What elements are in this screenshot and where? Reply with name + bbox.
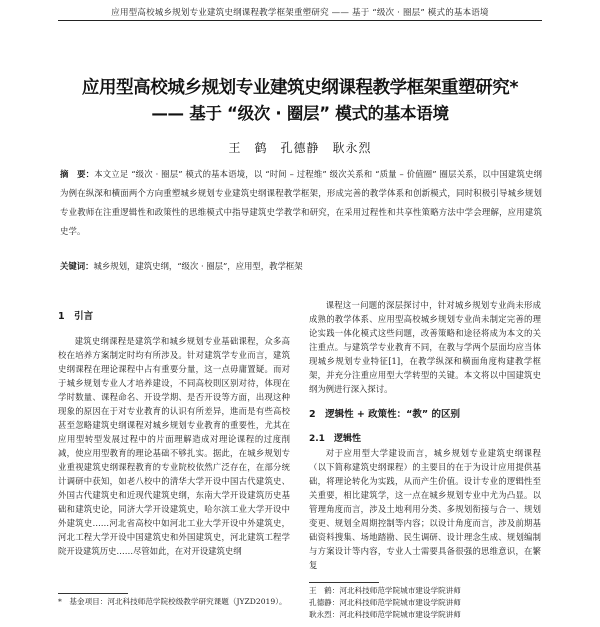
author-note: 耿永烈：河北科技师范学院城市建设学院讲师 [309,610,461,619]
abstract-label: 摘 要： [60,169,95,179]
abstract-text: 本文立足 “级次 · 圈层” 模式的基本语境，以 “时间 – 过程维” 级次关系和 “质量 – 价值圈” 圈层关系，以中国建筑史纲为例在纵深和横面两个方向重塑城乡规划专业建筑史纲课程教学框架，形成完善的教学体系和创新模式，同时积极引导城乡规划专业教师在注重逻辑性和政策性的思维模式中指导建筑史学教学和研究，在采用过程性和共享性策略方法中学会理解，应用建筑史学。 [60,169,542,236]
subsection-heading: 2.1 逻辑性 [309,434,361,444]
left-column [58,298,290,558]
abstract [60,165,542,241]
author-note: 王 鹤：河北科技师范学院城市建设学院讲师 [309,586,461,595]
running-header [0,0,600,24]
header-rule [58,20,542,21]
right-column [309,298,541,572]
running-header-text: 应用型高校城乡规划专业建筑史纲课程教学框架重塑研究 —— 基于 “级次 · 圈层” 模式的基本语境 [111,8,489,18]
section1-paragraph: 建筑史纲课程是建筑学和城乡规划专业基础课程，众多高校在培养方案制定时均有所涉及。针对建筑学专业而言，建筑史纲课程在理论课程中占有重要分量，这一点毋庸置疑。而对于城乡规划专业人才培养建设，不同高校則区别对待，体现在学时数量、课程命名、开设学期、是否开设等方面，出现这种现象的原因在于对专业教育的认识有所差异，進而是有些高校甚至忽略建筑史纲课程对城乡规划专业教育的重要性，尤其在应用型转型发展过程中的片面理解造成对理论课程的过度削减，使应用型教育的理论基础不够扎实。据此，在城乡规划专业重视建筑史纲课程教育的专业院校依然广泛存在，在部分统计调研中获知，如老八校中的清华大学开设中国古代建筑史、外国古代建筑史和近现代建筑史纲，东南大学开设建筑历史基础和建筑史论，同济大学开设建筑史，哈尔滨工业大学开设中外建筑史……河北省高校中如河北工业大学开设中外建筑史，河北工程大学开设中国建筑史和外国建筑史，河北建筑工程学院开设建筑历史……尽管如此，在对开设建筑史纲 [58,336,290,556]
author-notes [309,585,541,621]
footnote-rule [58,593,128,594]
article-title-line2: —— 基于 “级次 · 圈层” 模式的基本语境 [151,104,449,123]
footnote-funding: * 基金项目：河北科技师范学院校级教学研究课题（JYZD2019）。 [58,597,287,606]
author-note: 孔德静：河北科技师范学院城市建设学院讲师 [309,598,461,607]
keywords-label: 关键词： [60,261,94,271]
keywords [60,259,542,273]
section2-heading: 2 逻辑性 + 政策性：“教” 的区别 [309,409,460,420]
author-list: 王 鹤 孔德静 耿永烈 [228,141,372,155]
subsection-paragraph: 对于应用型大学建设而言，城乡规划专业建筑史纲课程（以下简称建筑史纲课程）的主要目的在于为设计应用提供基础，将理论转化为实践，从而产生价值。设计专业的逻辑性至关重要，相比建筑学，这一点在城乡规划专业中尤为凸显。以管理角度而言，涉及土地利用分类、多规划衔接与合一、规划变更、规划全周期控制等内容；以设计角度而言，涉及前期基础资料搜集、场地踏勘、民生调研、设计理念生成、规划编制与方案设计等内容，专业人士需要具备很强的思维意识，在繁复 [309,448,541,570]
keywords-text: 城乡规划，建筑史纲，“级次 · 圈层”，应用型，教学框架 [93,261,303,271]
section1-heading: 1 引言 [58,311,94,322]
article-title-line1: 应用型高校城乡规划专业建筑史纲课程教学框架重塑研究* [81,78,519,98]
section1-paragraph-cont: 课程这一问题的深层探讨中，针对城乡规划专业尚未形成成熟的教学体系、应用型高校城乡规划专业尚未制定完善的理论实践一体化模式这些问题，改善策略和途径将成为本文的关注重点。与建筑学专业教育不同，在教与学两个层面均应当体现城乡规划专业特征[1]，在教学纵深和横面角度构建教学框架，并充分注重应用型大学转型的关键。本文将以中国建筑史纲为例进行深入探讨。 [309,300,541,394]
author-note-rule [309,582,379,583]
